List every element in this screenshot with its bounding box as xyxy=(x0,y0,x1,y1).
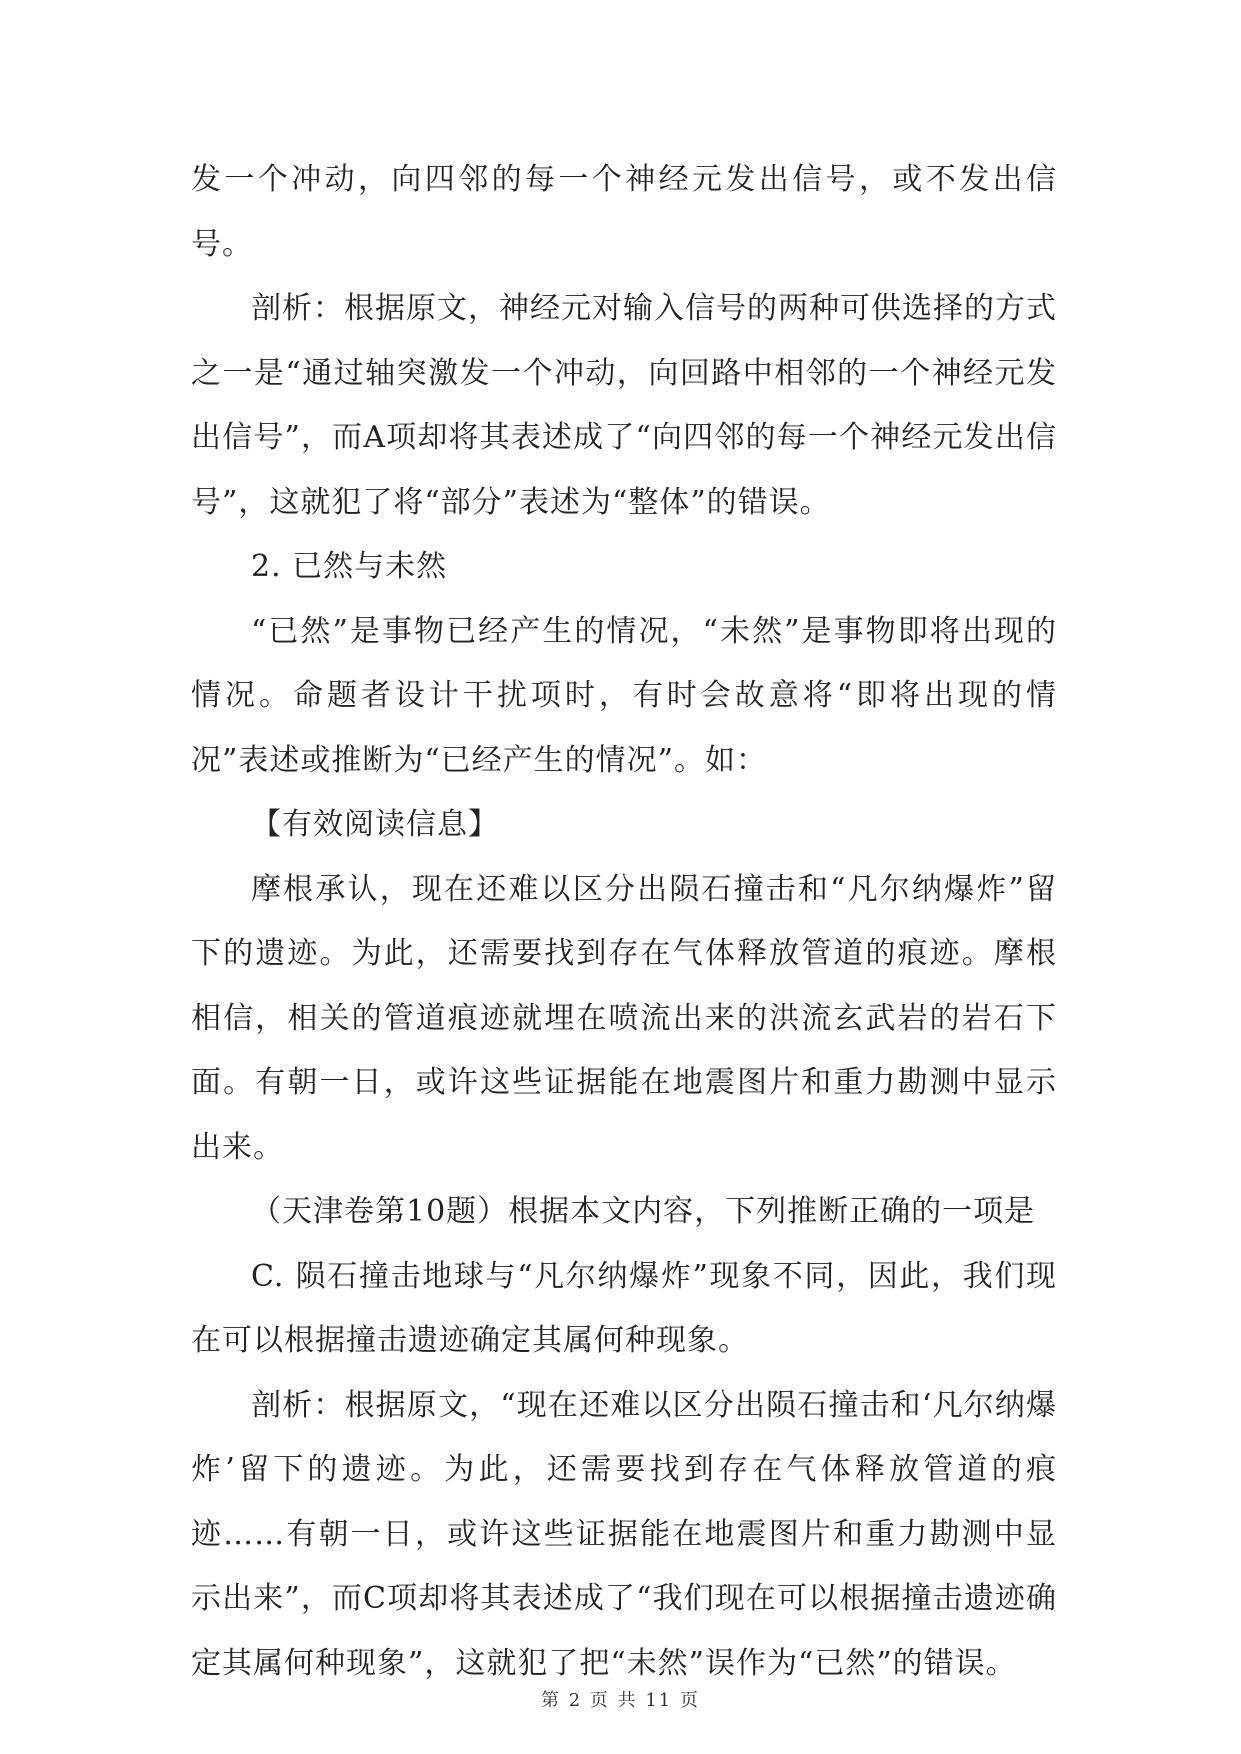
paragraph-analysis-2: 剖析：根据原文，“现在还难以区分出陨石撞击和‘凡尔纳爆炸’留下的遗迹。为此，还需要找到存在气体释放管道的痕迹……有朝一日，或许这些证据能在地震图片和重力勘测中显示出来”，而C项却将其表述成了“我们现在可以根据撞击遗迹确定其属何种现象”，这就犯了把“未然”误作为“已然”的错误。 xyxy=(191,1387,1057,1681)
page-number-footer: 第 2 页 共 11 页 xyxy=(541,1690,700,1711)
paragraph-continuation: 发一个冲动，向四邻的每一个神经元发出信号，或不发出信号。 xyxy=(191,162,1057,262)
paragraph-question: （天津卷第10题）根据本文内容，下列推断正确的一项是 xyxy=(251,1194,1036,1229)
section-heading: 2. 已然与未然 xyxy=(251,549,448,584)
document-body xyxy=(191,148,1057,1696)
reading-info-heading: 【有效阅读信息】 xyxy=(251,807,499,842)
paragraph-reading-passage: 摩根承认，现在还难以区分出陨石撞击和“凡尔纳爆炸”留下的遗迹。为此，还需要找到存在气体释放管道的痕迹。摩根相信，相关的管道痕迹就埋在喷流出来的洪流玄武岩的岩石下面。有朝一日，或许这些证据能在地震图片和重力勘测中显示出来。 xyxy=(191,871,1057,1165)
paragraph-definition: “已然”是事物已经产生的情况，“未然”是事物即将出现的情况。命题者设计干扰项时，有时会故意将“即将出现的情况”表述或推断为“已经产生的情况”。如： xyxy=(191,613,1057,778)
paragraph-option-c: C. 陨石撞击地球与“凡尔纳爆炸”现象不同，因此，我们现在可以根据撞击遗迹确定其属何种现象。 xyxy=(191,1258,1057,1358)
paragraph-analysis-1: 剖析：根据原文，神经元对输入信号的两种可供选择的方式之一是“通过轴突激发一个冲动，向回路中相邻的一个神经元发出信号”，而A项却将其表述成了“向四邻的每一个神经元发出信号”，这就犯了将“部分”表述为“整体”的错误。 xyxy=(191,291,1057,520)
